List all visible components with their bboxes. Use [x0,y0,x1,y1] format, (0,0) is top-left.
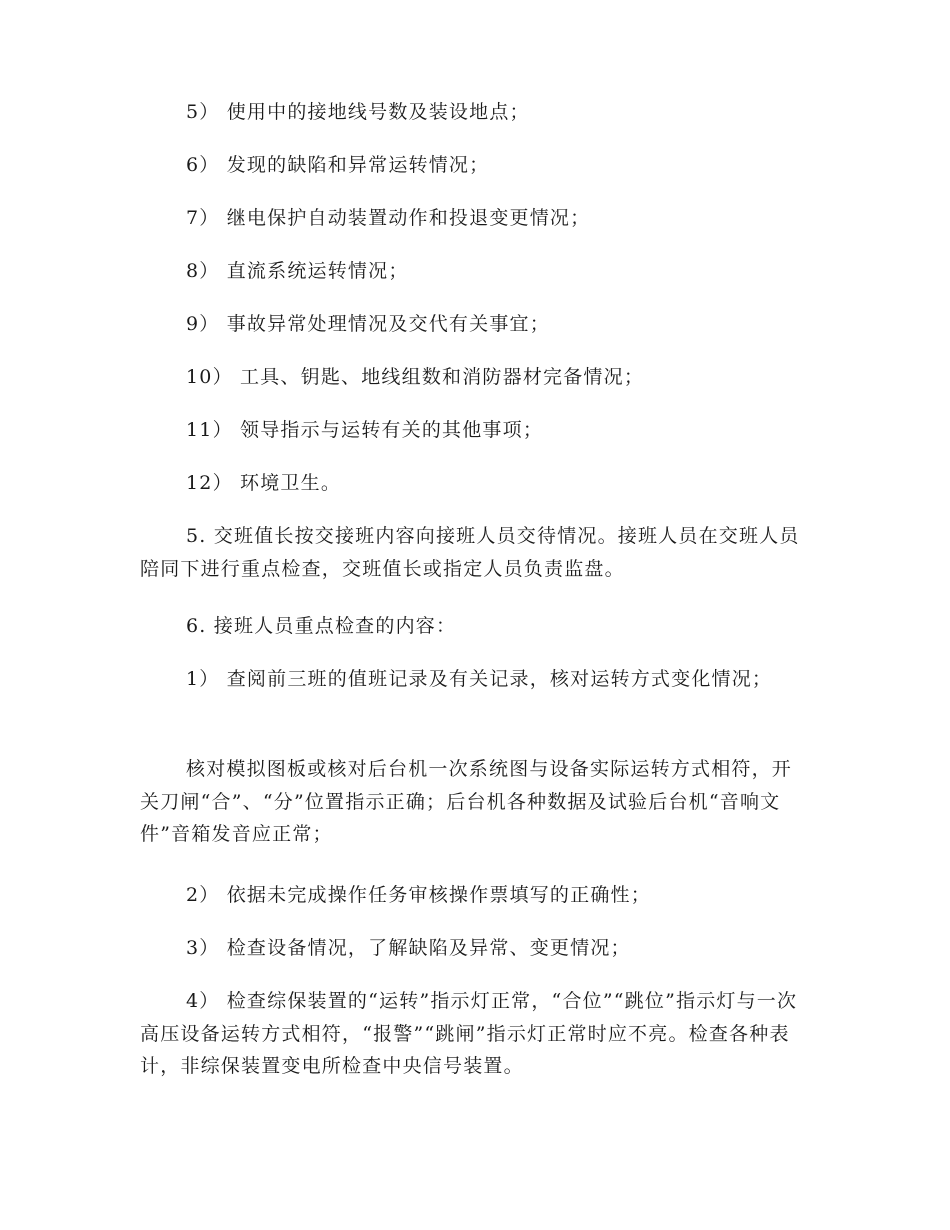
inspection-heading: 6. 接班人员重点检查的内容： [186,615,457,637]
check-item-4: 4） 检查综保装置的“运转”指示灯正常，“合位”“跳位”指示灯与一次高压设备运转方式相符，“报警”“跳闸”指示灯正常时应不亮。检查各种表计，非综保装置变电所检查中央信号装置。 [140,990,798,1078]
check-item-3: 3） 检查设备情况，了解缺陷及异常、变更情况； [186,937,631,959]
list-item-8: 8） 直流系统运转情况； [186,260,409,282]
handover-paragraph: 5. 交班值长按交接班内容向接班人员交待情况。接班人员在交班人员陪同下进行重点检查，交班值长或指定人员负责监盘。 [140,525,800,580]
check-item-1: 1） 查阅前三班的值班记录及有关记录，核对运转方式变化情况； [186,668,773,690]
list-item-12: 12） 环境卫生。 [186,472,342,494]
list-item-10: 10） 工具、钥匙、地线组数和消防器材完备情况； [186,366,645,388]
list-item-6: 6） 发现的缺陷和异常运转情况； [186,154,490,176]
list-item-9: 9） 事故异常处理情况及交代有关事宜； [186,313,550,335]
list-item-5: 5） 使用中的接地线号数及装设地点； [186,101,530,123]
list-item-7: 7） 继电保护自动装置动作和投退变更情况； [186,207,591,229]
check-item-2: 2） 依据未完成操作任务审核操作票填写的正确性； [186,884,651,906]
list-item-11: 11） 领导指示与运转有关的其他事项； [186,419,544,441]
check-detail-paragraph: 核对模拟图板或核对后台机一次系统图与设备实际运转方式相符，开关刀闸“合”、“分”位置指示正确；后台机各种数据及试验后台机“音响文件”音箱发音应正常； [140,758,793,846]
